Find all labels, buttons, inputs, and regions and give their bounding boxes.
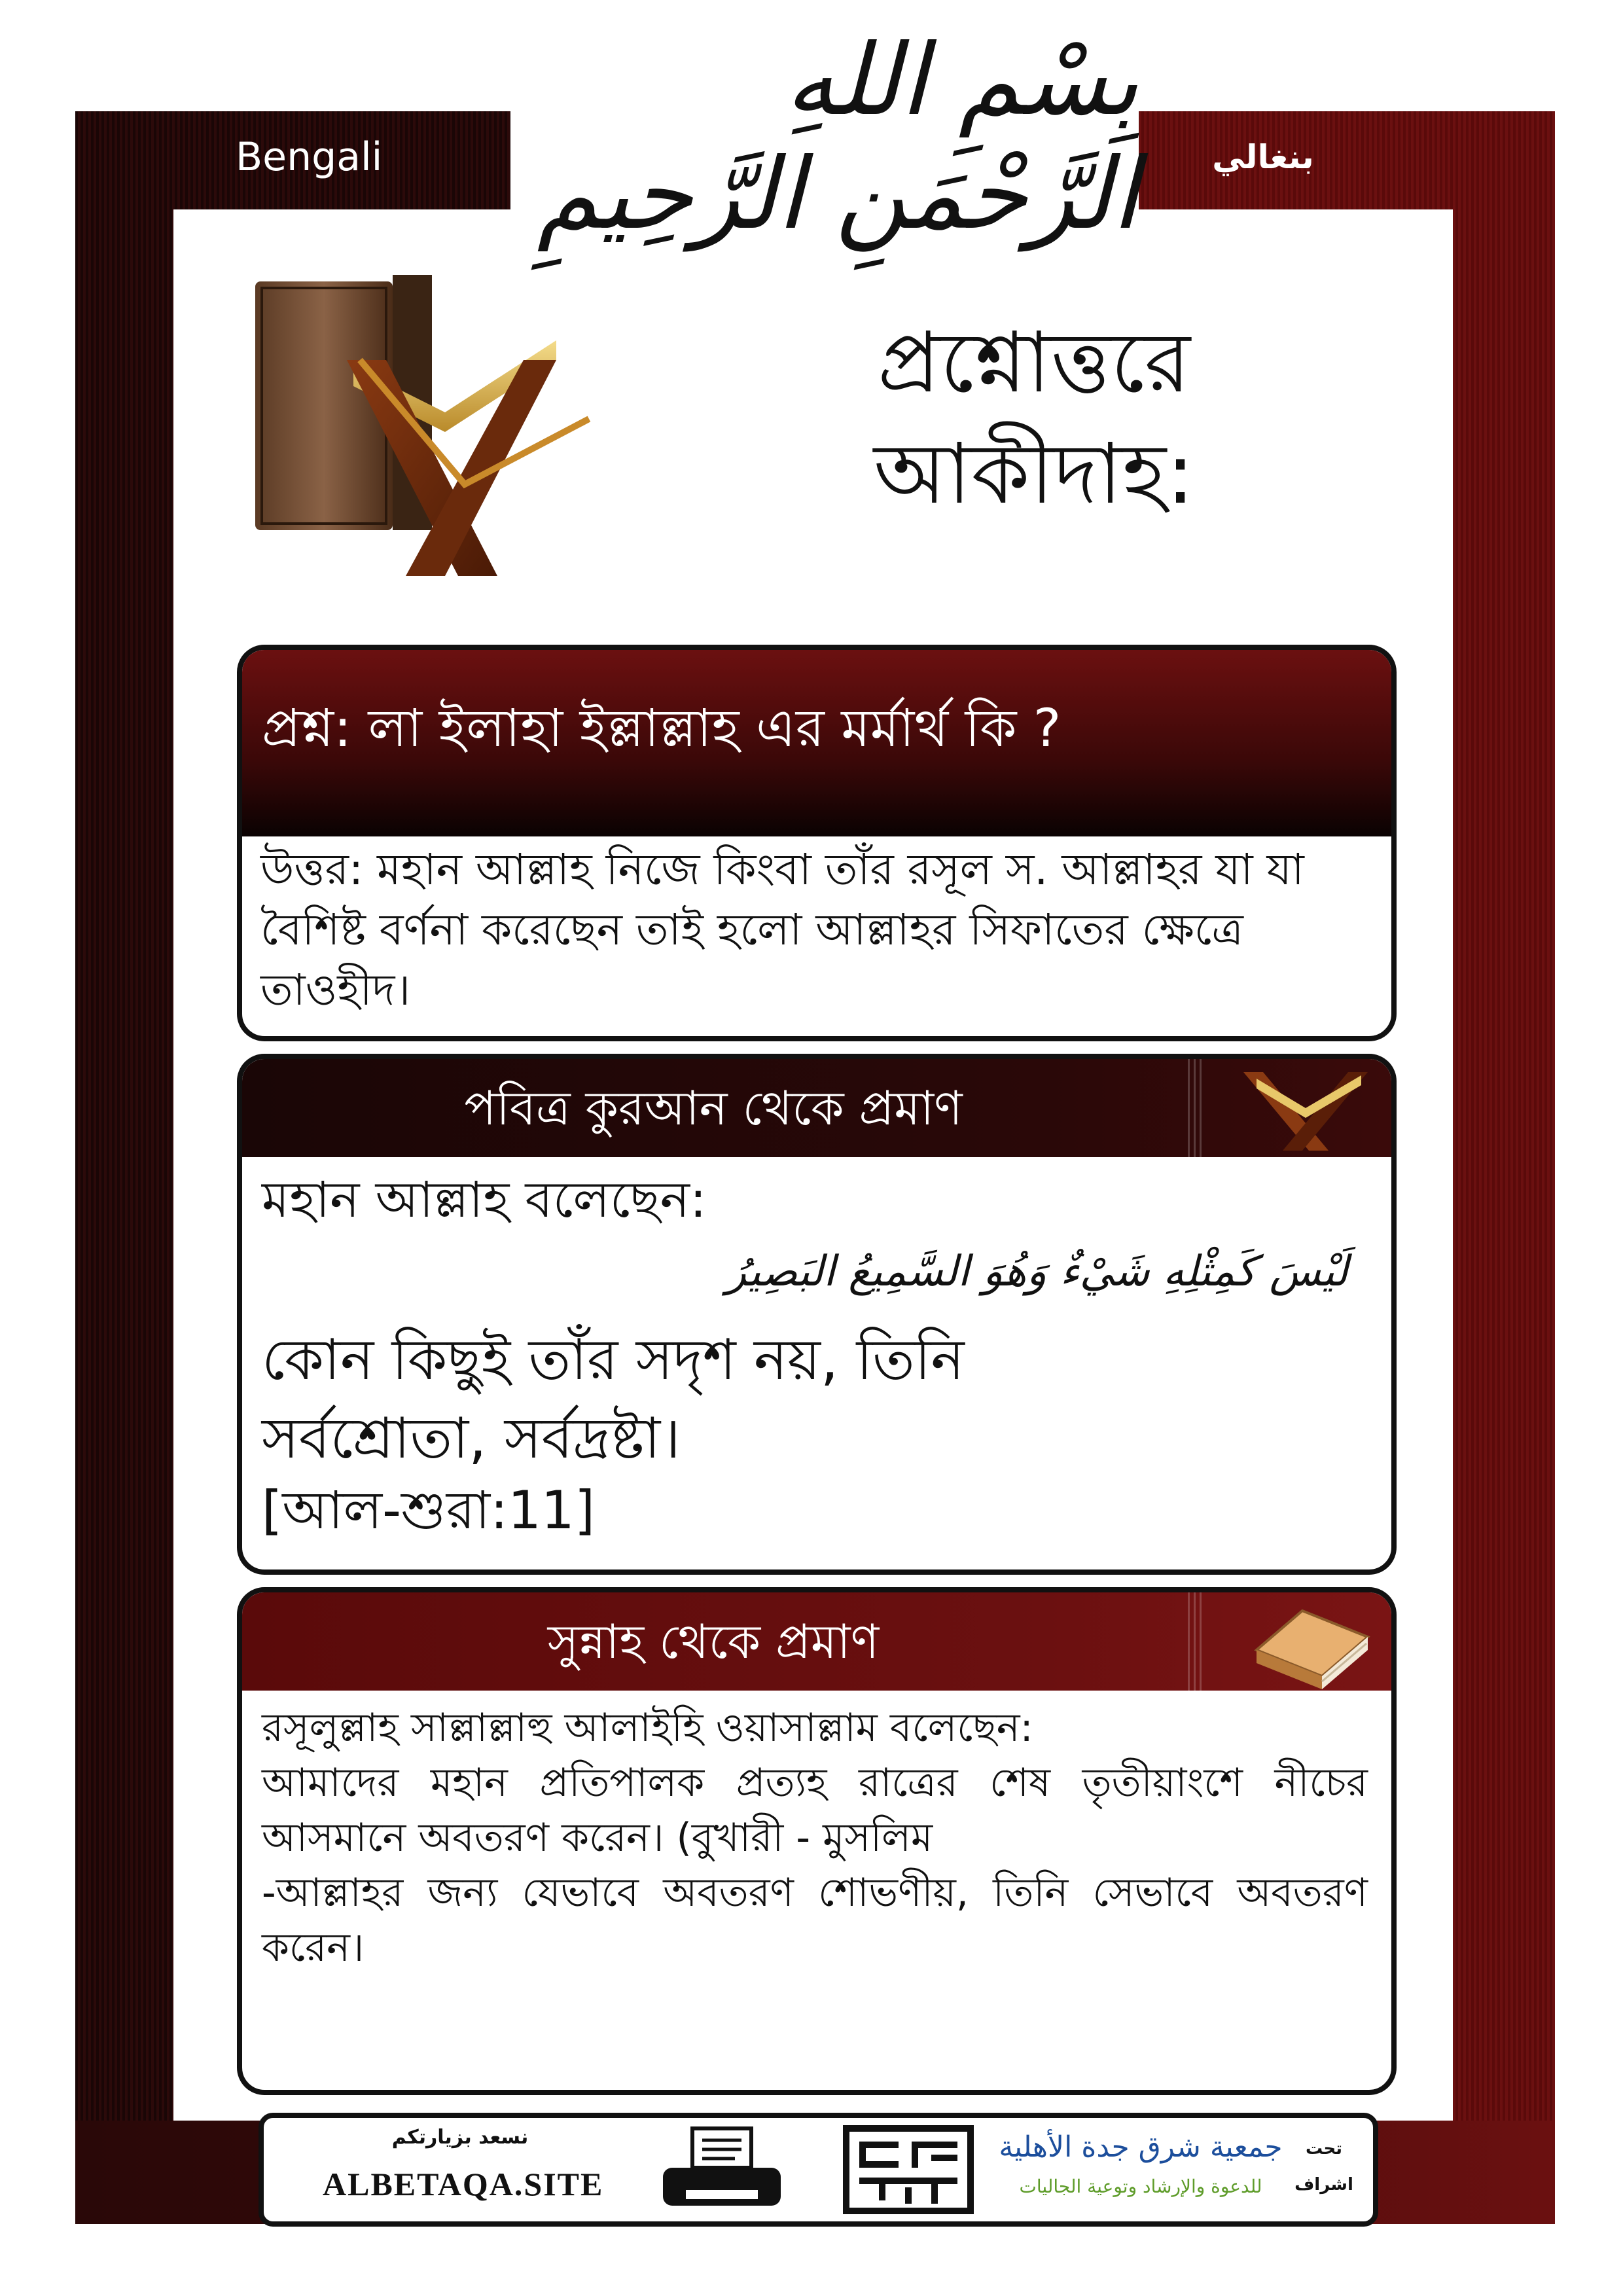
quran-reference: [আল-শুরা:11]	[262, 1480, 596, 1541]
quran-evidence-card	[237, 1054, 1397, 1575]
question-text: প্রশ্ন: লা ইলাহা ইল্লাল্লাহ এর মর্মার্থ কি ?	[262, 698, 1061, 759]
frame-left	[75, 111, 173, 2224]
quran-section-header	[242, 1059, 1391, 1157]
printer-icon[interactable]	[656, 2125, 787, 2216]
sunnah-body	[262, 1700, 1368, 1975]
page-title	[785, 308, 1283, 583]
supervision-label	[1291, 2131, 1357, 2210]
footer-visit-text: نسعد بزيارتكم	[391, 2126, 529, 2149]
quran-stand-icon	[1230, 1059, 1381, 1157]
sunnah-section-title: সুন্নাহ থেকে প্রমাণ	[547, 1614, 880, 1669]
sunnah-hadith: আমাদের মহান প্রতিপালক প্রত্যহ রাত্রের শেষ তৃতীয়াংশে নীচের আসমানে অবতরণ করেন। (বুখারী - মুসলিম	[262, 1760, 1368, 1861]
translation-line-1: কোন কিছুই তাঁর সদৃশ নয়, তিনি	[262, 1327, 965, 1393]
organization-subtitle: للدعوة والإرشاد وتوعية الجاليات	[1019, 2176, 1262, 2197]
header-divider	[1188, 1059, 1205, 1157]
language-label: Bengali	[236, 134, 383, 180]
sunnah-note: -আল্লাহর জন্য যেভাবে অবতরণ শোভণীয়, তিনি সেভাবে অবতরণ করেন।	[262, 1870, 1368, 1971]
basmala-text: بِسْمِ اللهِ الرَّحْمَنِ الرَّحِيمِ	[537, 24, 1139, 251]
quran-section-title: পবিত্র কুরআন থেকে প্রমাণ	[464, 1081, 963, 1136]
supervision-line-1: تحت	[1305, 2139, 1343, 2159]
title-line-1: প্রশ্নোত্তরে	[877, 314, 1191, 412]
sunnah-section-header	[242, 1592, 1391, 1691]
footer-site-link[interactable]: ALBETAQA.SITE	[323, 2166, 604, 2202]
book-icon	[1243, 1598, 1374, 1689]
organization-logo	[997, 2125, 1285, 2216]
language-label-arabic: بنغالي	[1212, 138, 1314, 176]
quran-book-icon	[249, 249, 602, 589]
quran-arabic-verse: لَيْسَ كَمِثْلِهِ شَيْءٌ وَهُوَ السَّمِيعُ البَصِيرُ	[726, 1247, 1348, 1296]
answer-text: উত্তর: মহান আল্লাহ নিজে কিংবা তাঁর রসূল স. আল্লাহর যা যা বৈশিষ্ট বর্ণনা করেছেন তাই হলো আল্লাহর সিফাতের ক্ষেত্রে তাওহীদ।	[260, 844, 1304, 1015]
question-header	[242, 650, 1391, 836]
header-divider	[1188, 1592, 1205, 1691]
title-line-2: আকীদাহ:	[873, 425, 1195, 523]
sunnah-intro: রসূলুল্লাহ সাল্লাল্লাহু আলাইহি ওয়াসাল্লাম বলেছেন:	[262, 1705, 1033, 1751]
quran-body	[262, 1164, 1368, 1543]
footer-bar	[259, 2113, 1378, 2227]
sunnah-evidence-card	[237, 1587, 1397, 2095]
quran-speaker: মহান আল্লাহ বলেছেন:	[262, 1170, 707, 1229]
question-card	[237, 645, 1397, 1041]
translation-line-2: সর্বশ্রোতা, সর্বদ্রষ্টা।	[262, 1406, 681, 1471]
frame-top-right-band	[1131, 111, 1555, 209]
kufi-logo-icon	[840, 2122, 977, 2217]
supervision-line-2: اشراف	[1294, 2175, 1353, 2195]
organization-name: جمعية شرق جدة الأهلية	[999, 2130, 1283, 2164]
quran-translation	[262, 1321, 1368, 1478]
basmala-calligraphy	[510, 24, 1139, 251]
